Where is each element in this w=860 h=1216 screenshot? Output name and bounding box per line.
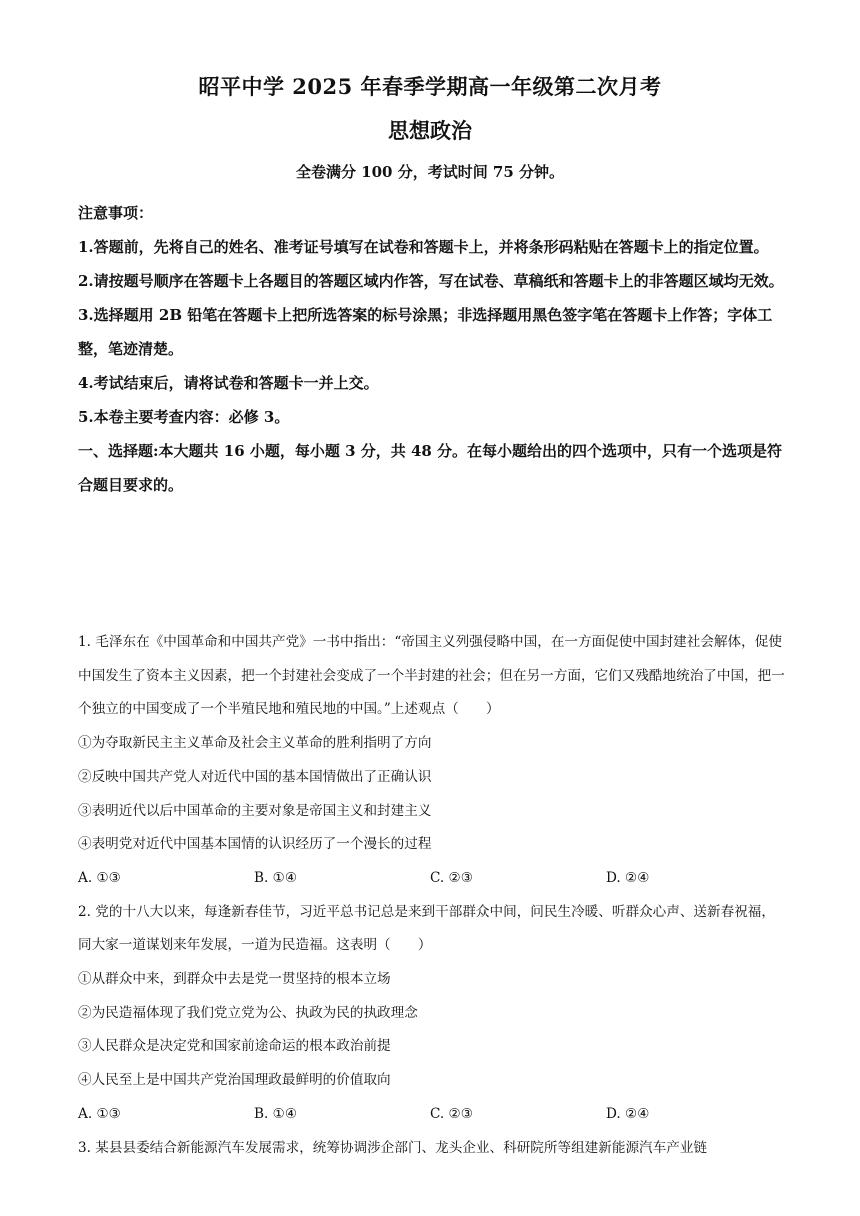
question-statement: ③人民群众是决定党和国家前途命运的根本政治前提: [78, 1038, 391, 1055]
question-statement: ①从群众中来，到群众中去是党一贯坚持的根本立场: [78, 971, 391, 988]
note-item: 2.请按题号顺序在答题卡上各题目的答题区域内作答，写在试卷、草稿纸和答题卡上的非答题区域均无效。: [78, 272, 784, 290]
question-stem: 2. 党的十八大以来，每逢新春佳节，习近平总书记总是来到干部群众中间，问民生冷暖、听群众心声、送新春祝福，同大家一道谋划来年发展，一道为民造福。这表明（ ）: [78, 903, 775, 954]
question-3: [78, 1132, 786, 1166]
score-info: 全卷满分 100 分，考试时间 75 分钟。: [295, 163, 565, 181]
option-a: A. ①③: [78, 1105, 121, 1122]
question-statement: ③表明近代以后中国革命的主要对象是帝国主义和封建主义: [78, 802, 432, 819]
questions-block: [78, 626, 786, 1165]
section-heading: 一、选择题:本大题共 16 小题，每小题 3 分，共 48 分。在每小题给出的四个选项中，只有一个选项是符合题目要求的。: [78, 442, 783, 494]
question-statement: ①为夺取新民主主义革命及社会主义革命的胜利指明了方向: [78, 735, 432, 752]
option-d: D. ②④: [606, 1105, 650, 1122]
option-a: A. ①③: [78, 869, 121, 886]
question-stem: 1. 毛泽东在《中国革命和中国共产党》一书中指出：“帝国主义列强侵略中国，在一方面促使中国封建社会解体，促使中国发生了资本主义因素，把一个封建社会变成了一个半封建的社会；但在另一方面，它们又残酷地统治了中国，把一个独立的中国变成了一个半殖民地和殖民地的中国。”上述观点（ ）: [78, 634, 785, 718]
notes-block: [78, 196, 786, 502]
question-1: [78, 626, 786, 896]
exam-subject: 思想政治: [388, 118, 472, 143]
question-stem: 3. 某县县委结合新能源汽车发展需求，统筹协调涉企部门、龙头企业、科研院所等组建新能源汽车产业链: [78, 1139, 708, 1156]
note-item: 4.考试结束后，请将试卷和答题卡一并上交。: [78, 374, 379, 392]
question-statement: ②为民造福体现了我们党立党为公、执政为民的执政理念: [78, 1004, 418, 1021]
note-item: 3.选择题用 2B 铅笔在答题卡上把所选答案的标号涂黑；非选择题用黑色签字笔在答题卡上作答；字体工整，笔迹清楚。: [78, 306, 773, 358]
exam-title: 昭平中学 2025 年春季学期高一年级第二次月考: [198, 74, 662, 99]
option-b: B. ①④: [254, 869, 298, 886]
option-c: C. ②③: [430, 1105, 473, 1122]
question-statement: ②反映中国共产党人对近代中国的基本国情做出了正确认识: [78, 768, 432, 785]
answer-options: [78, 1098, 786, 1132]
answer-options: [78, 862, 786, 896]
question-statement: ④人民至上是中国共产党治国理政最鲜明的价值取向: [78, 1072, 391, 1089]
option-b: B. ①④: [254, 1105, 298, 1122]
notes-heading: 注意事项：: [78, 204, 154, 222]
note-item: 1.答题前，先将自己的姓名、准考证号填写在试卷和答题卡上，并将条形码粘贴在答题卡上的指定位置。: [78, 238, 769, 256]
question-statement: ④表明党对近代中国基本国情的认识经历了一个漫长的过程: [78, 836, 432, 853]
question-2: [78, 896, 786, 1132]
option-d: D. ②④: [606, 869, 650, 886]
option-c: C. ②③: [430, 869, 473, 886]
note-item: 5.本卷主要考查内容：必修 3。: [78, 408, 290, 426]
